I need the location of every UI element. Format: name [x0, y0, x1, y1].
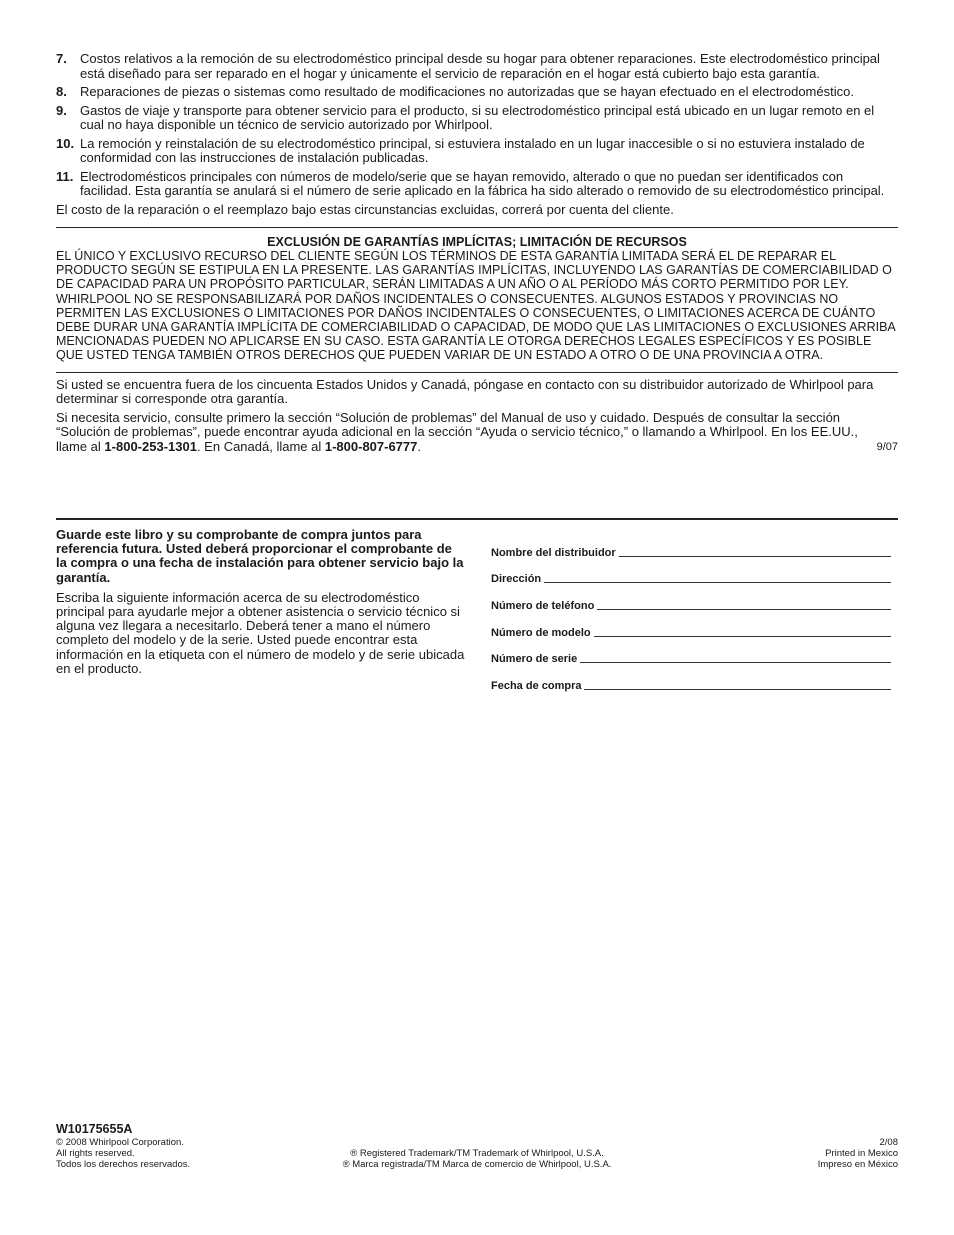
- purchase-date-field[interactable]: [491, 665, 891, 692]
- list-item: [56, 52, 898, 81]
- implied-warranty-title: EXCLUSIÓN DE GARANTÍAS IMPLÍCITAS; LIMITACIÓN DE RECURSOS: [267, 235, 687, 249]
- field-line[interactable]: [544, 582, 891, 583]
- field-label: Dirección: [491, 573, 542, 586]
- rights-en: All rights reserved.: [56, 1148, 135, 1159]
- field-label: Número de teléfono: [491, 600, 595, 613]
- field-line[interactable]: [594, 636, 891, 637]
- model-number-field[interactable]: [491, 612, 891, 639]
- item-text: La remoción y reinstalación de su electrodoméstico principal, si estuviera instalado en un lugar inaccesible o si no estuviera instalado de conformidad con las instrucciones de instalación publicadas.: [80, 135, 865, 165]
- exclusions-list: [56, 52, 898, 199]
- field-line[interactable]: [619, 556, 891, 557]
- warranty-page: [56, 52, 898, 454]
- trademark-es: ® Marca registrada/TM Marca de comercio de Whirlpool, U.S.A.: [342, 1159, 612, 1170]
- footer-right: [818, 1137, 898, 1170]
- section-divider: [56, 227, 898, 228]
- document-number: W10175655A: [56, 1122, 133, 1136]
- implied-warranty-body: EL ÚNICO Y EXCLUSIVO RECURSO DEL CLIENTE SEGÚN LOS TÉRMINOS DE ESTA GARANTÍA LIMITADA SERÁ EL DE REPARAR EL PRODUCTO SEGÚN SE ESTIPULA EN LA PRESENTE. LAS GARANTÍAS IMPLÍCITAS, INCLUYENDO LAS GARANTÍAS DE COMERCIABILIDAD O DE CAPACIDAD PARA UN PROPÓSITO PARTICULAR, SERÁN LIMITADAS A UN AÑO O AL PERÍODO MÁS CORTO PERMITIDO POR LEY. WHIRLPOOL NO SE RESPONSABILIZARÁ POR DAÑOS INCIDENTALES O CONSECUENTES. ALGUNOS ESTADOS Y PROVINCIAS NO PERMITEN LAS EXCLUSIONES O LIMITACIONES POR DAÑOS INCIDENTALES O CONSECUENTES, O LIMITACIONES ACERCA DE CUÁNTO DEBE DURAR UNA GARANTÍA IMPLÍCITA DE COMERCIABILIDAD O CAPACIDAD, DE MODO QUE LAS LIMITACIONES O EXCLUSIONES ARRIBA MENCIONADAS PUEDEN NO APLICARSE EN SU CASO. ESTA GARANTÍA LE OTORGA DERECHOS LEGALES ESPECÍFICOS Y ES POSIBLE QUE USTED TENGA TAMBIÉN OTROS DERECHOS QUE PUEDEN VARIAR DE UN ESTADO A OTRO O DE UNA PROVINCIA A OTRA.: [56, 249, 896, 363]
- address-field[interactable]: [491, 559, 891, 586]
- cost-note: El costo de la reparación o el reemplazo bajo estas circunstancias excluidas, correrá por cuenta del cliente.: [56, 201, 674, 217]
- footer-center: [56, 1148, 898, 1170]
- record-form: [491, 528, 891, 692]
- field-line[interactable]: [580, 662, 891, 663]
- implied-warranty-section: [56, 235, 898, 363]
- printed-es: Impreso en México: [817, 1159, 898, 1170]
- item-number: 9.: [56, 102, 67, 118]
- phone-field[interactable]: [491, 585, 891, 612]
- field-label: Número de serie: [491, 653, 578, 666]
- field-label: Número de modelo: [491, 626, 591, 639]
- print-date: 2/08: [879, 1137, 898, 1148]
- item-text: Electrodomésticos principales con números de modelo/serie que se hayan removido, alterado o que no puedan ser identificados con facilidad. Esta garantía se anulará si el número de serie aplicado en la fábrica ha sido alterado o removido de su electrodoméstico principal.: [80, 168, 885, 198]
- list-item: [56, 170, 898, 199]
- item-number: 11.: [56, 168, 74, 184]
- trademark-en: ® Registered Trademark/TM Trademark of Whirlpool, U.S.A.: [350, 1148, 604, 1159]
- section-divider: [56, 372, 898, 373]
- item-text: Costos relativos a la remoción de su electrodoméstico principal desde su hogar para obtener reparaciones. Este electrodoméstico principal está diseñado para ser reparado en el hogar y únicamente el servicio de reparación en el hogar está cubierto bajo esta garantía.: [80, 51, 880, 81]
- us-phone: 1-800-253-1301: [104, 438, 197, 454]
- printed-en: Printed in Mexico: [825, 1148, 898, 1159]
- section-divider-thick: [56, 518, 898, 520]
- field-line[interactable]: [584, 689, 891, 690]
- service-text: [56, 411, 898, 455]
- item-text: Gastos de viaje y transporte para obtener servicio para el producto, si su electrodoméstico principal está ubicado en un lugar remoto en el cual no haya disponible un técnico de servicio autorizado por Whirlpool.: [80, 102, 875, 132]
- field-label: Fecha de compra: [491, 680, 582, 693]
- item-number: 10.: [56, 135, 75, 151]
- field-line[interactable]: [597, 609, 891, 610]
- item-number: 7.: [56, 51, 67, 66]
- service-note: [56, 411, 898, 455]
- list-item: [56, 104, 898, 133]
- copyright: © 2008 Whirlpool Corporation.: [56, 1137, 184, 1148]
- service-text-end: .: [417, 438, 422, 454]
- keep-info-bold: Guarde este libro y su comprobante de compra juntos para referencia futura. Usted deberá proporcionar el comprobante de la compra o una fecha de instalación para obtener servicio bajo la garantía.: [56, 527, 464, 585]
- field-label: Nombre del distribuidor: [491, 546, 616, 559]
- dealer-name-field[interactable]: [491, 532, 891, 559]
- page-footer: [56, 1124, 898, 1173]
- service-text-start: Si necesita servicio, consulte primero la sección “Solución de problemas” del Manual de uso y cuidado. Después de consultar la sección “Solución de problemas”, puede encontrar ayuda adicional en la sección “Ayuda o servicio técnico,” o llamando a Whirlpool. En los EE.UU., llame al: [56, 409, 858, 454]
- item-text: Reparaciones de piezas o sistemas como resultado de modificaciones no autorizadas que se hayan efectuado en el electrodoméstico.: [80, 84, 854, 99]
- item-number: 8.: [56, 84, 67, 99]
- revision-date: 9/07: [876, 440, 898, 453]
- footer-row: [56, 1137, 898, 1173]
- rights-es: Todos los derechos reservados.: [56, 1159, 191, 1170]
- keep-info: [56, 528, 466, 676]
- serial-number-field[interactable]: [491, 639, 891, 666]
- list-item: [56, 85, 898, 100]
- list-item: [56, 137, 898, 166]
- keep-info-body: Escriba la siguiente información acerca de su electrodoméstico principal para ayudarle mejor a obtener asistencia o servicio técnico si alguna vez llegara a necesitarlo. Deberá tener a mano el número completo del modelo y de la serie. Usted puede encontrar esta información en la etiqueta con el número de modelo y de serie ubicada en el producto.: [56, 589, 465, 676]
- service-text-middle: . En Canadá, llame al: [196, 438, 325, 454]
- canada-phone: 1-800-807-6777: [324, 438, 418, 454]
- outside-us-note: Si usted se encuentra fuera de los cincuenta Estados Unidos y Canadá, póngase en contacto con su distribuidor autorizado de Whirlpool para determinar si corresponde otra garantía.: [56, 376, 874, 407]
